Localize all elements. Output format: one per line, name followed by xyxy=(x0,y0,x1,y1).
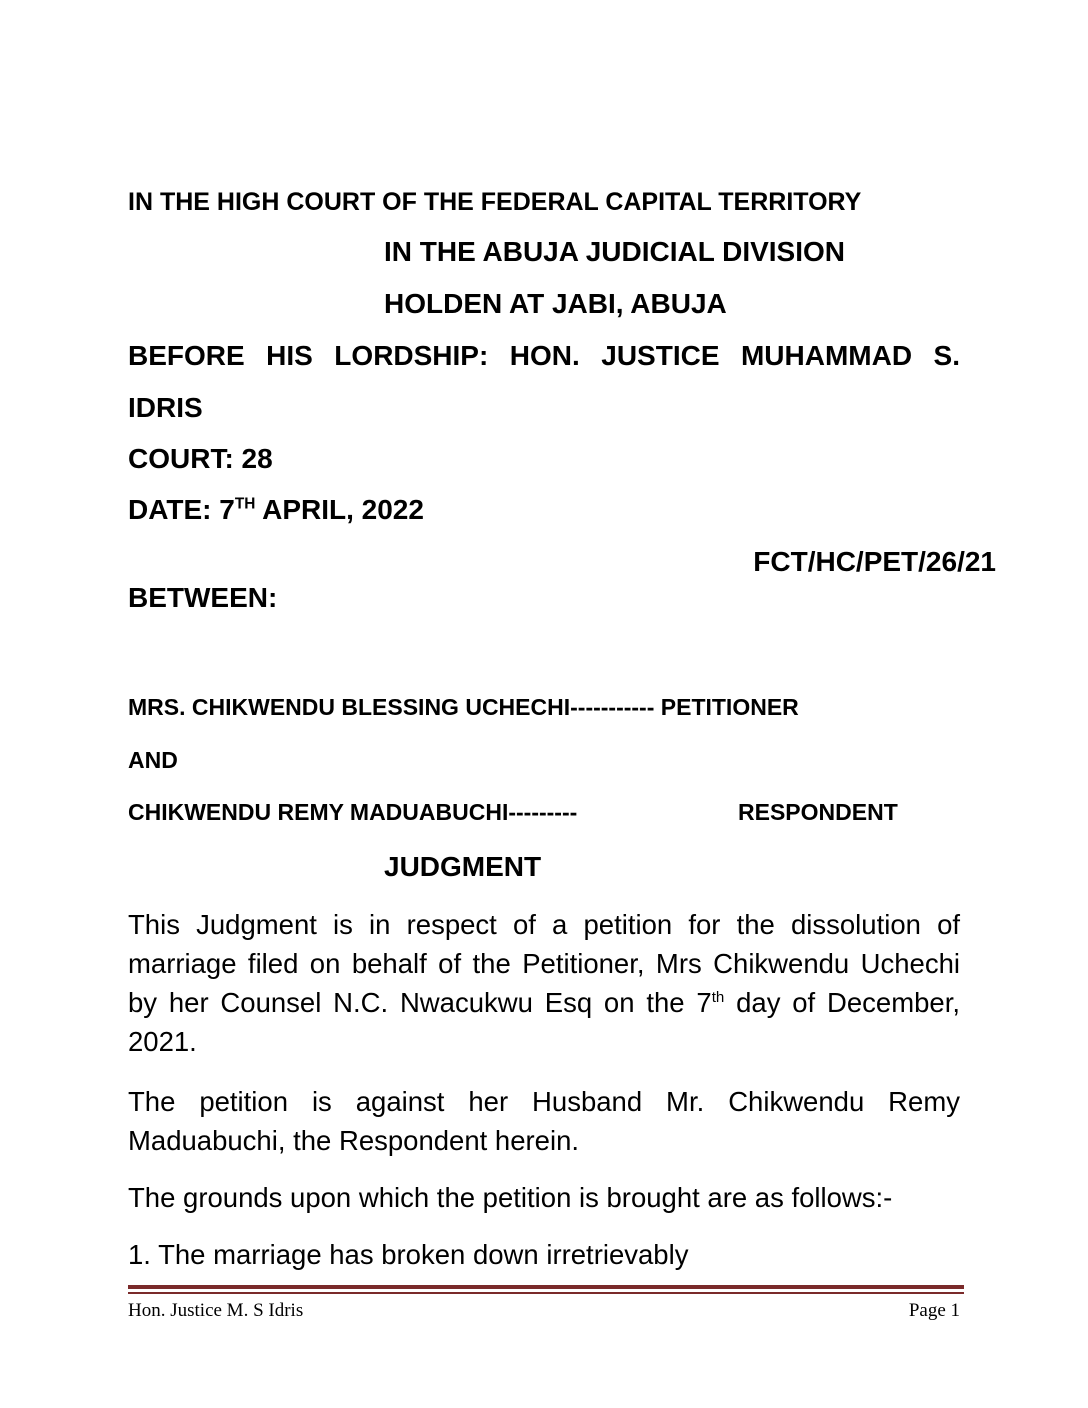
footer-divider xyxy=(128,1285,964,1289)
body-paragraph-4: 1. The marriage has broken down irretrievably xyxy=(128,1239,689,1270)
respondent-name: CHIKWENDU REMY MADUABUCHI--------- xyxy=(128,799,578,825)
paragraph-1-text-end: day of December, 2021. xyxy=(128,987,960,1057)
respondent-role: RESPONDENT xyxy=(738,799,898,825)
judge-surname: IDRIS xyxy=(128,392,203,423)
petitioner-name: MRS. CHIKWENDU BLESSING UCHECHI----------- xyxy=(128,694,655,720)
footer-divider-thin xyxy=(128,1292,964,1294)
date-suffix: APRIL, 2022 xyxy=(255,494,424,525)
court-number: COURT: 28 xyxy=(128,443,273,474)
petitioner-line xyxy=(128,694,799,721)
body-paragraph-1 xyxy=(128,905,960,1061)
page-number: Page 1 xyxy=(908,1300,960,1321)
suit-number: FCT/HC/PET/26/21 xyxy=(753,546,996,577)
and-label: AND xyxy=(128,747,178,773)
date-ordinal: TH xyxy=(234,495,256,513)
division-heading: IN THE ABUJA JUDICIAL DIVISION xyxy=(384,236,846,267)
body-paragraph-3: The grounds upon which the petition is brought are as follows:- xyxy=(128,1182,893,1213)
before-lordship-line: BEFORE HIS LORDSHIP: HON. JUSTICE MUHAMMAD S. xyxy=(128,340,960,371)
date-prefix: DATE: 7 xyxy=(128,494,235,525)
footer-judge-name: Hon. Justice M. S Idris xyxy=(128,1300,304,1321)
between-label: BETWEEN: xyxy=(128,582,278,613)
judgment-date xyxy=(128,494,424,526)
paragraph-1-ordinal: th xyxy=(711,988,725,1006)
petitioner-role: PETITIONER xyxy=(660,694,799,720)
paragraph-1-text: This Judgment is in respect of a petition for the dissolution of marriage filed on behalf of the Petitioner, Mrs Chikwendu Uchechi by her Counsel N.C. Nwacukwu Esq on the 7 xyxy=(128,909,960,1018)
judgment-title: JUDGMENT xyxy=(384,851,542,882)
court-heading: IN THE HIGH COURT OF THE FEDERAL CAPITAL TERRITORY xyxy=(128,188,862,216)
holden-heading: HOLDEN AT JABI, ABUJA xyxy=(384,288,727,319)
body-paragraph-2: The petition is against her Husband Mr. Chikwendu Remy Maduabuchi, the Respondent herein. xyxy=(128,1086,960,1156)
